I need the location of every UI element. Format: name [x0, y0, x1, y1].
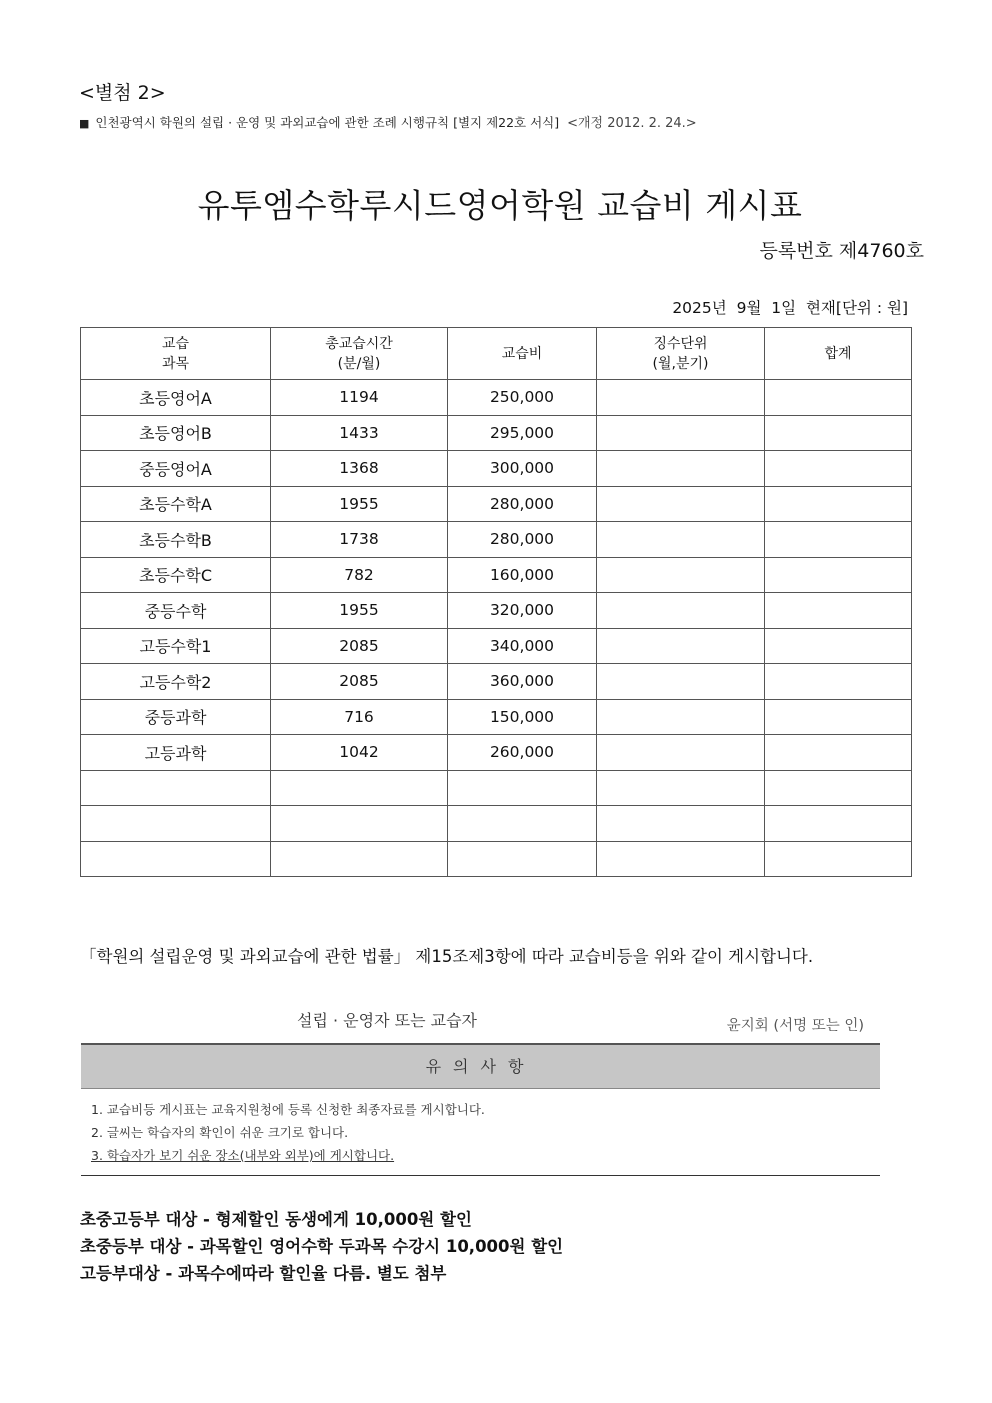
total-cell: [765, 557, 912, 593]
subject-cell: 초등수학C: [81, 557, 271, 593]
minutes-cell: 2085: [271, 628, 448, 664]
table-row: [81, 415, 912, 451]
total-cell: [765, 522, 912, 558]
minutes-column-header: 총교습시간 (분/월): [271, 328, 448, 380]
source-regulation: [79, 112, 697, 131]
table-row: [81, 735, 912, 771]
fee-cell: 320,000: [448, 593, 597, 629]
fee-column-header: 교습비: [448, 328, 597, 380]
unit-cell: [597, 415, 765, 451]
total-cell: [765, 806, 912, 842]
fee-cell: 250,000: [448, 380, 597, 416]
minutes-cell: 1955: [271, 593, 448, 629]
minutes-cell: [271, 841, 448, 877]
table-row: [81, 593, 912, 629]
total-cell: [765, 699, 912, 735]
source-text: 인천광역시 학원의 설립 · 운영 및 과외교습에 관한 조례 시행규칙 [별지 제22호 서식]: [95, 115, 560, 130]
table-row: [81, 841, 912, 877]
fee-cell: [448, 806, 597, 842]
unit-cell: [597, 770, 765, 806]
unit-cell: [597, 699, 765, 735]
total-column-header: 합계: [765, 328, 912, 380]
subject-cell: [81, 806, 271, 842]
fee-cell: 160,000: [448, 557, 597, 593]
notes-list: [81, 1089, 880, 1176]
total-cell: [765, 664, 912, 700]
fee-cell: 360,000: [448, 664, 597, 700]
total-cell: [765, 841, 912, 877]
legal-statement: 「학원의 설립운영 및 과외교습에 관한 법률」 제15조제3항에 따라 교습비등을 위와 같이 게시합니다.: [80, 947, 814, 966]
subject-cell: [81, 770, 271, 806]
unit-cell: [597, 522, 765, 558]
table-row: [81, 664, 912, 700]
discount-list: [80, 1206, 563, 1287]
unit-cell: [597, 841, 765, 877]
attachment-label: <별첨 2>: [79, 82, 166, 104]
note-item: 1. 교습비등 게시표는 교육지원청에 등록 신청한 최종자료를 게시합니다.: [91, 1102, 485, 1117]
subject-cell: 초등수학A: [81, 486, 271, 522]
minutes-cell: 1368: [271, 451, 448, 487]
table-body: [81, 380, 912, 877]
minutes-cell: [271, 806, 448, 842]
discount-item: 초중고등부 대상 - 형제할인 동생에게 10,000원 할인: [80, 1210, 472, 1229]
page-title: 유투엠수학루시드영어학원 교습비 게시표: [197, 186, 803, 225]
signer-name: 윤지회 (서명 또는 인): [726, 1018, 864, 1034]
subject-cell: 중등수학: [81, 593, 271, 629]
unit-cell: [597, 486, 765, 522]
notes-section: [81, 1043, 880, 1176]
unit-cell: [597, 664, 765, 700]
fee-cell: 280,000: [448, 486, 597, 522]
founder-label: 설립 · 운영자 또는 교습자: [297, 1011, 477, 1030]
registration-number: 등록번호 제4760호: [759, 240, 924, 262]
total-cell: [765, 451, 912, 487]
table-row: [81, 806, 912, 842]
fee-cell: 260,000: [448, 735, 597, 771]
subject-cell: [81, 841, 271, 877]
minutes-cell: 1194: [271, 380, 448, 416]
subject-cell: 고등수학2: [81, 664, 271, 700]
note-item: 3. 학습자가 보기 쉬운 장소(내부와 외부)에 게시합니다.: [91, 1148, 395, 1163]
total-cell: [765, 628, 912, 664]
unit-cell: [597, 628, 765, 664]
fee-cell: 340,000: [448, 628, 597, 664]
fee-cell: 295,000: [448, 415, 597, 451]
minutes-cell: 1042: [271, 735, 448, 771]
total-cell: [765, 593, 912, 629]
tuition-table: [80, 327, 912, 877]
minutes-cell: 1433: [271, 415, 448, 451]
table-row: [81, 770, 912, 806]
unit-column-header: 징수단위 (월,분기): [597, 328, 765, 380]
subject-cell: 고등수학1: [81, 628, 271, 664]
minutes-cell: 1738: [271, 522, 448, 558]
table-row: [81, 486, 912, 522]
subject-cell: 초등영어A: [81, 380, 271, 416]
total-cell: [765, 415, 912, 451]
total-cell: [765, 486, 912, 522]
unit-cell: [597, 557, 765, 593]
revision-note: <개정 2012. 2. 24.>: [567, 116, 697, 131]
note-item: 2. 글씨는 학습자의 확인이 쉬운 크기로 합니다.: [91, 1125, 349, 1140]
discount-item: 고등부대상 - 과목수에따라 할인율 다름. 별도 첨부: [80, 1264, 447, 1283]
table-header-row: [81, 328, 912, 380]
minutes-cell: 1955: [271, 486, 448, 522]
square-bullet-icon: ■: [79, 117, 90, 130]
fee-cell: [448, 841, 597, 877]
total-cell: [765, 380, 912, 416]
unit-cell: [597, 593, 765, 629]
discount-item: 초중등부 대상 - 과목할인 영어수학 두과목 수강시 10,000원 할인: [80, 1237, 564, 1256]
as-of-date: 2025년 9월 1일 현재[단위 : 원]: [672, 299, 908, 317]
subject-cell: 중등영어A: [81, 451, 271, 487]
unit-cell: [597, 380, 765, 416]
notes-heading: 유의사항: [81, 1043, 880, 1089]
unit-cell: [597, 806, 765, 842]
minutes-cell: 782: [271, 557, 448, 593]
subject-column-header: 교습 과목: [81, 328, 271, 380]
table-row: [81, 522, 912, 558]
subject-cell: 중등과학: [81, 699, 271, 735]
total-cell: [765, 770, 912, 806]
subject-cell: 초등영어B: [81, 415, 271, 451]
table-row: [81, 557, 912, 593]
fee-cell: 300,000: [448, 451, 597, 487]
fee-cell: [448, 770, 597, 806]
fee-cell: 280,000: [448, 522, 597, 558]
minutes-cell: 716: [271, 699, 448, 735]
fee-cell: 150,000: [448, 699, 597, 735]
table-row: [81, 451, 912, 487]
minutes-cell: 2085: [271, 664, 448, 700]
table-row: [81, 699, 912, 735]
total-cell: [765, 735, 912, 771]
unit-cell: [597, 451, 765, 487]
unit-cell: [597, 735, 765, 771]
minutes-cell: [271, 770, 448, 806]
table-row: [81, 628, 912, 664]
table-row: [81, 380, 912, 416]
subject-cell: 고등과학: [81, 735, 271, 771]
subject-cell: 초등수학B: [81, 522, 271, 558]
